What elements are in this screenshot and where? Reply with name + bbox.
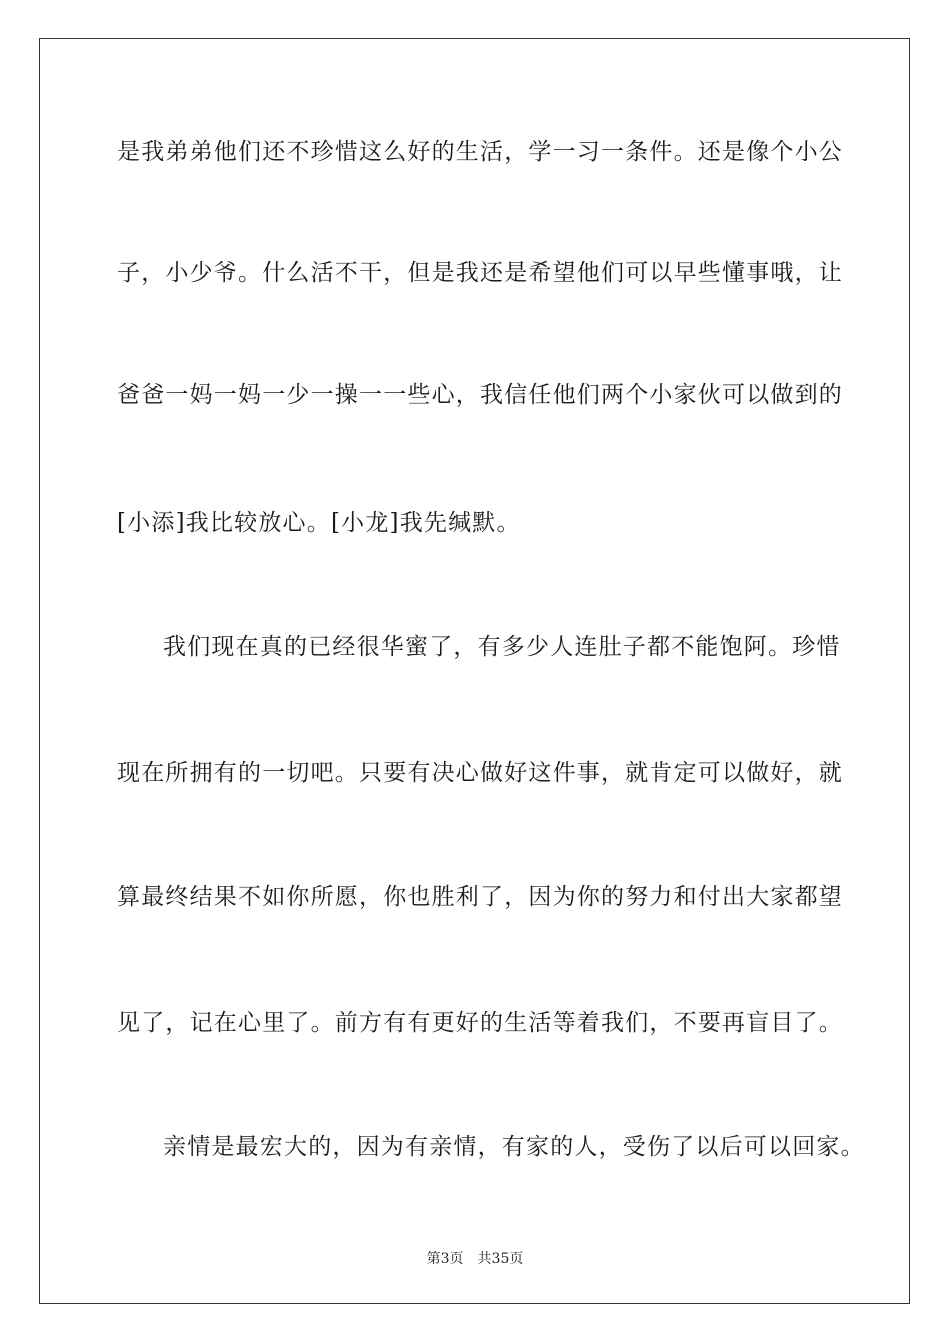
text-line: 是我弟弟他们还不珍惜这么好的生活，学一习一条件。还是像个小公 <box>117 139 843 165</box>
total-pages: 共35页 <box>477 1251 524 1267</box>
text-line: 见了，记在心里了。前方有有更好的生活等着我们，不要再盲目了。 <box>117 1010 843 1036</box>
text-line-indented: 亲情是最宏大的，因为有亲情，有家的人，受伤了以后可以回家。 <box>163 1134 865 1160</box>
page-border <box>39 38 910 1304</box>
text-line: [小添]我比较放心。[小龙]我先缄默。 <box>117 510 521 536</box>
page-footer <box>0 1248 950 1268</box>
text-line-indented: 我们现在真的已经很华蜜了，有多少人连肚子都不能饱阿。珍惜 <box>163 634 841 660</box>
text-line: 子，小少爷。什么活不干，但是我还是希望他们可以早些懂事哦，让 <box>117 260 843 286</box>
page-number: 第3页 <box>426 1251 464 1267</box>
text-line: 现在所拥有的一切吧。只要有决心做好这件事，就肯定可以做好，就 <box>117 760 843 786</box>
text-line: 爸爸一妈一妈一少一操一一些心，我信任他们两个小家伙可以做到的 <box>117 382 843 408</box>
text-line: 算最终结果不如你所愿，你也胜利了，因为你的努力和付出大家都望 <box>117 884 843 910</box>
